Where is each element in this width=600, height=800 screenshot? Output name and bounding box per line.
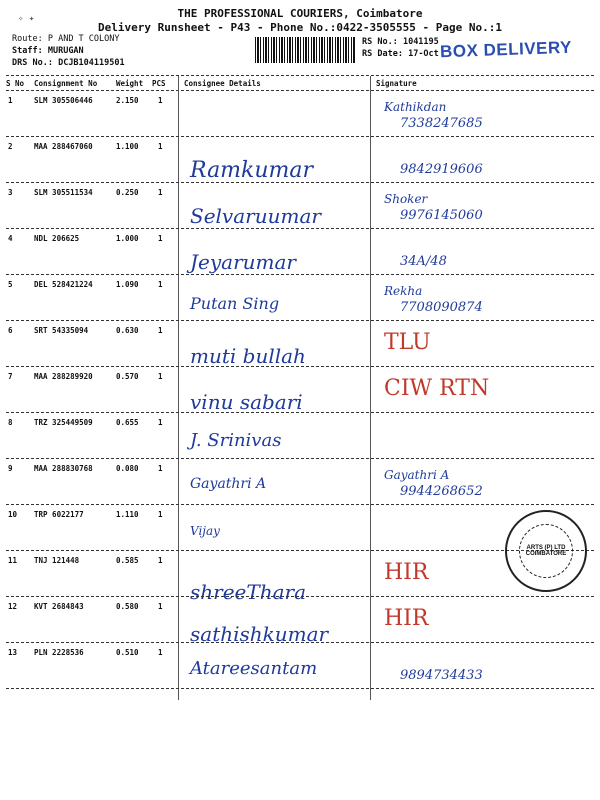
row-consignee-handwriting: Atareesantam (190, 658, 318, 679)
staff-value: MURUGAN (47, 46, 84, 56)
row-consignment-no: MAA 288830768 (34, 464, 93, 473)
row-signature: Kathikdan (384, 100, 447, 114)
row-weight: 1.110 (116, 510, 139, 519)
row-signature: HIR (384, 560, 429, 585)
row-pcs: 1 (158, 96, 163, 105)
row-signature: CIW RTN (384, 376, 490, 401)
row-weight: 0.630 (116, 326, 139, 335)
row-consignee-handwriting: Putan Sing (190, 294, 280, 313)
row-sno: 7 (8, 372, 13, 381)
row-signature-number: 34A/48 (400, 254, 447, 269)
row-divider (6, 136, 594, 137)
row-weight: 1.000 (116, 234, 139, 243)
row-weight: 1.100 (116, 142, 139, 151)
rs-no-line (362, 37, 439, 47)
row-sno: 5 (8, 280, 13, 289)
row-weight: 0.580 (116, 602, 139, 611)
col-pcs: PCS (152, 79, 166, 88)
row-pcs: 1 (158, 142, 163, 151)
consignee-column-rule (178, 76, 179, 700)
row-consignee-handwriting: Vijay (190, 524, 220, 538)
rs-no-value: 1041195 (402, 37, 439, 47)
row-divider (6, 504, 594, 505)
row-sno: 12 (8, 602, 18, 611)
row-consignee-handwriting: Gayathri A (190, 476, 267, 492)
rs-date-line (362, 49, 439, 59)
row-consignment-no: TRZ 325449509 (34, 418, 93, 427)
column-header-divider (6, 90, 594, 91)
row-divider (6, 274, 594, 275)
row-divider (6, 182, 594, 183)
row-consignment-no: MAA 288467060 (34, 142, 93, 151)
row-divider (6, 320, 594, 321)
row-consignment-no: TRP 6022177 (34, 510, 84, 519)
row-pcs: 1 (158, 326, 163, 335)
row-divider (6, 366, 594, 367)
row-signature-number: 9976145060 (400, 208, 483, 223)
row-pcs: 1 (158, 280, 163, 289)
row-pcs: 1 (158, 372, 163, 381)
row-weight: 0.655 (116, 418, 139, 427)
rs-no-label: RS No.: (362, 37, 398, 47)
row-weight: 0.080 (116, 464, 139, 473)
row-consignee-handwriting: Ramkumar (190, 158, 314, 183)
row-sno: 2 (8, 142, 13, 151)
row-divider (6, 458, 594, 459)
row-consignment-no: DEL 528421224 (34, 280, 93, 289)
route-line (12, 34, 120, 44)
row-consignment-no: MAA 288289920 (34, 372, 93, 381)
row-signature: HIR (384, 606, 429, 631)
runsheet-title: THE PROFESSIONAL COURIERS, Coimbatore (177, 7, 423, 20)
row-divider (6, 596, 594, 597)
row-sno: 1 (8, 96, 13, 105)
row-consignee-handwriting: J. Srinivas (190, 430, 282, 451)
row-weight: 0.510 (116, 648, 139, 657)
row-pcs: 1 (158, 648, 163, 657)
row-consignment-no: SLM 305506446 (34, 96, 93, 105)
row-weight: 2.150 (116, 96, 139, 105)
row-signature: Rekha (384, 284, 423, 298)
col-consignee: Consignee Details (184, 79, 261, 88)
col-sno: S No (6, 79, 25, 88)
staff-line (12, 46, 84, 56)
row-pcs: 1 (158, 556, 163, 565)
row-weight: 0.585 (116, 556, 139, 565)
row-consignee-handwriting: sathishkumar (190, 622, 329, 646)
row-divider (6, 688, 594, 689)
drs-label: DRS No.: (12, 58, 53, 68)
row-sno: 13 (8, 648, 18, 657)
row-consignment-no: SLM 305511534 (34, 188, 93, 197)
row-sno: 11 (8, 556, 18, 565)
row-sno: 9 (8, 464, 13, 473)
rs-date-label: RS Date: (362, 49, 403, 59)
company-seal-icon (505, 510, 587, 592)
seal-text: ARTS (P) LTD COIMBATORE (519, 524, 573, 578)
row-signature-number: 9894734433 (400, 668, 483, 683)
row-pcs: 1 (158, 234, 163, 243)
row-pcs: 1 (158, 510, 163, 519)
row-pcs: 1 (158, 188, 163, 197)
rs-date-value: 17-Oct (408, 49, 439, 59)
row-consignee-handwriting: shreeThara (190, 580, 307, 604)
runsheet-subtitle: Delivery Runsheet - P43 - Phone No.:0422-3505555 - Page No.:1 (98, 21, 502, 34)
row-sno: 3 (8, 188, 13, 197)
row-sno: 8 (8, 418, 13, 427)
corner-mark-icon: ✧ ✦ (18, 14, 35, 24)
row-weight: 1.090 (116, 280, 139, 289)
row-sno: 10 (8, 510, 18, 519)
row-pcs: 1 (158, 418, 163, 427)
barcode-icon (255, 37, 355, 63)
row-sno: 6 (8, 326, 13, 335)
route-value: P AND T COLONY (47, 34, 120, 44)
route-label: Route: (12, 34, 43, 44)
row-sno: 4 (8, 234, 13, 243)
row-consignment-no: NDL 206625 (34, 234, 80, 243)
row-consignee-handwriting: muti bullah (190, 344, 306, 368)
header-divider (6, 75, 594, 76)
col-consignment: Consignment No (34, 79, 98, 88)
row-consignment-no: SRT 54335094 (34, 326, 89, 335)
row-signature-number: 7338247685 (400, 116, 483, 131)
box-delivery-stamp: BOX DELIVERY (439, 37, 573, 62)
row-consignee-handwriting: Selvaruumar (190, 204, 321, 228)
row-signature-number: 9842919606 (400, 162, 483, 177)
row-divider (6, 642, 594, 643)
row-pcs: 1 (158, 602, 163, 611)
col-signature: Signature (376, 79, 417, 88)
staff-label: Staff: (12, 46, 43, 56)
row-signature-number: 9944268652 (400, 484, 483, 499)
drs-value: DCJB104119501 (58, 58, 125, 68)
row-consignment-no: KVT 2684843 (34, 602, 84, 611)
row-signature-number: 7708090874 (400, 300, 483, 315)
row-consignee-handwriting: Jeyarumar (190, 250, 296, 274)
row-signature: TLU (384, 330, 431, 355)
row-consignment-no: PLN 2228536 (34, 648, 84, 657)
row-signature: Shoker (384, 192, 428, 206)
row-weight: 0.570 (116, 372, 139, 381)
row-divider (6, 412, 594, 413)
drs-line (12, 58, 125, 68)
row-divider (6, 228, 594, 229)
col-weight: Weight (116, 79, 144, 88)
row-consignment-no: TNJ 121448 (34, 556, 80, 565)
row-weight: 0.250 (116, 188, 139, 197)
signature-column-rule (370, 76, 371, 700)
row-signature: Gayathri A (384, 468, 450, 482)
row-consignee-handwriting: vinu sabari (190, 390, 303, 414)
row-pcs: 1 (158, 464, 163, 473)
